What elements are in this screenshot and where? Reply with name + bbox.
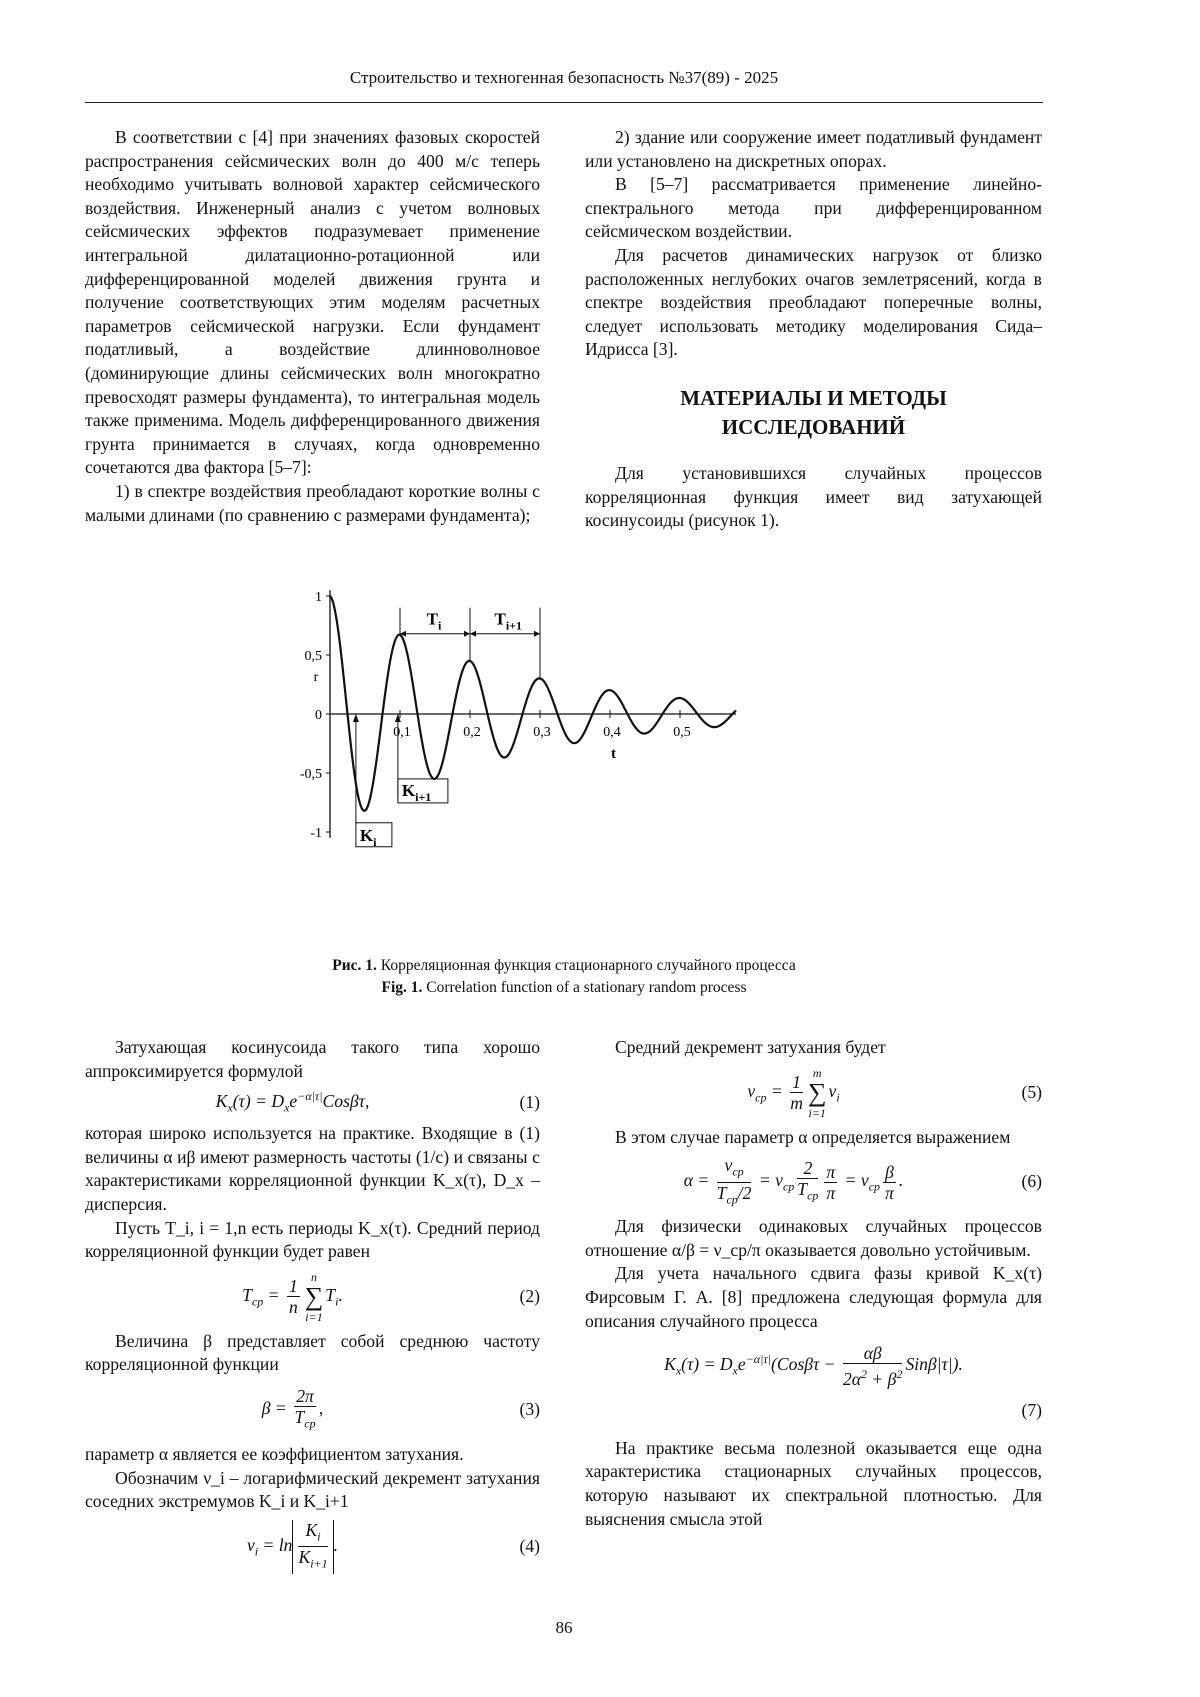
- header-rule: [85, 102, 1043, 103]
- equation-number: (7): [1021, 1400, 1042, 1421]
- left-top-column: [85, 126, 540, 527]
- right-bottom-column: [585, 1036, 1042, 1531]
- correlation-curve: [330, 596, 736, 811]
- y-tick-label: -0,5: [299, 767, 322, 782]
- period-i-label: $T_i$: [426, 609, 442, 633]
- page-number: 86: [555, 1618, 573, 1637]
- period-next-arrow-head: [470, 631, 476, 637]
- paragraph: В соответствии с [4] при значениях фазовых скоростей распространения сейсмических волн до 400 м/с теперь необходимо учитывать волновой характер сейсмического воздействия. Инженерный анализ с учетом волновых сейсмических эффектов подразумевает применение интегральной дилатационно-ротационной или дифференцированной моделей движения грунта и получение соответствующих этим моделям расчетных параметров сейсмической нагрузки. Если фундамент податливый, а воздействие длинноволновое (доминирующие длины сейсмических волн многократно превосходят размеры фундамента), то интегральная модель также применима. Модель дифференцированного движения грунта принимается в случаях, когда одновременно сочетаются два фактора [5–7]:: [85, 127, 540, 478]
- paragraph: Величина β представляет собой среднюю частоту корреляционной функции: [85, 1330, 540, 1375]
- x-tick-label: 0,5: [673, 725, 691, 740]
- section-title: [585, 384, 1042, 442]
- paragraph: В этом случае параметр α определяется выражением: [615, 1126, 1011, 1147]
- equation-formula: $K_x(\tau) = D_xe^{-\alpha|\tau|}Cos\beta\tau$,: [215, 1089, 370, 1115]
- period-next-label: $T_{i+1}$: [494, 609, 523, 633]
- equation-number: (2): [519, 1285, 540, 1306]
- paragraph: Для расчетов динамических нагрузок от близко расположенных неглубоких очагов землетрясений, когда в спектре воздействия преобладают поперечные волны, следует использовать методику моделирования Сида–Идрисса [3].: [585, 244, 1042, 360]
- k-next-label: $K_{i+1}$: [401, 780, 432, 804]
- paragraph: На практике весьма полезной оказывается еще одна характеристика стационарных случайных процессов, которую называют их спектральной плотностью. Для выяснения смысла этой: [585, 1437, 1042, 1529]
- equation-formula: β = $\frac{2\pi}{T_{ср}}$ ,: [261, 1386, 324, 1431]
- equation-number: (1): [519, 1091, 540, 1112]
- equation-1: [85, 1085, 540, 1120]
- equation-number: (6): [1021, 1171, 1042, 1192]
- right-top-column: [585, 126, 1042, 533]
- y-tick-label: 1: [315, 590, 322, 605]
- correlation-figure: [299, 590, 825, 930]
- k-i-head: [353, 714, 359, 722]
- y-tick-label: 0: [315, 708, 322, 723]
- equation-7: [585, 1335, 1042, 1397]
- caption-ru-label: Рис. 1.: [332, 957, 377, 974]
- section-title-line: ИССЛЕДОВАНИЙ: [721, 414, 906, 439]
- paragraph: В [5–7] рассматривается применение линейно-спектрального метода при дифференцированном сейсмическом воздействии.: [585, 174, 1042, 242]
- paragraph: которая широко используется на практике. Входящие в (1) величины α иβ имеют размерность частоты (1/с) и связаны с характеристиками корреляционной функции K_x(τ), D_x – дисперсия.: [85, 1123, 540, 1214]
- x-tick-label: 0,2: [463, 725, 481, 740]
- paragraph: Для учета начального сдвига фазы кривой K_x(τ) Фирсовым Г. А. [8] предложена следующая формула для описания случайного процесса: [585, 1263, 1042, 1331]
- equation-number: (4): [519, 1535, 540, 1556]
- y-tick-label: -1: [310, 826, 322, 841]
- equation-formula: $K_x(\tau) = D_xe^{-\alpha|\tau|}(Cos\beta\tau$ − $\frac{\alpha\beta}{2\alpha^2 + \beta^2}$ Sinβ|τ|).: [664, 1343, 963, 1390]
- paragraph: Обозначим ν_i – логарифмический декремент затухания соседних экстремумов K_i и K_i+1: [85, 1467, 540, 1512]
- paragraph: Затухающая косинусоида такого типа хорошо аппроксимируется формулой: [85, 1037, 540, 1081]
- paragraph: Средний декремент затухания будет: [615, 1037, 886, 1057]
- equation-formula: $\nu_{ср}$ = $\frac{1}{m}$ m ∑ i=1 $\nu_i$: [747, 1065, 840, 1120]
- equation-number: (3): [519, 1399, 540, 1420]
- paragraph: Пусть T_i, i = 1,n есть периоды K_x(τ). Средний период корреляционной функции будет равен: [85, 1217, 540, 1262]
- paragraph: 1) в спектре воздействия преобладают короткие волны с малыми длинами (по сравнению с размерами фундамента);: [85, 480, 540, 525]
- paragraph: Для установившихся случайных процессов корреляционная функция имеет вид затухающей косинусоиды (рисунок 1).: [585, 462, 1042, 531]
- equation-6: [585, 1151, 1042, 1213]
- equation-2: [85, 1266, 540, 1328]
- caption-en: [85, 977, 1043, 999]
- figure-caption: [85, 955, 1043, 999]
- equation-number: (5): [1021, 1081, 1042, 1102]
- journal-header: Строительство и техногенная безопасность №37(89) - 2025: [349, 68, 779, 87]
- paragraph: 2) здание или сооружение имеет податливый фундамент или установлено на дискретных опорах.: [585, 127, 1042, 171]
- section-title-line: МАТЕРИАЛЫ И МЕТОДЫ: [680, 385, 947, 410]
- caption-en-label: Fig. 1.: [381, 979, 423, 996]
- k-i-label: $K_i$: [359, 825, 377, 849]
- y-axis-label: r: [313, 669, 319, 685]
- equation-formula: $\nu_i = \ln$ $\frac{K_i}{K_{i+1}}$ .: [85, 1520, 500, 1574]
- x-tick-label: 0,3: [533, 725, 551, 740]
- caption-ru-text: Корреляционная функция стационарного случайного процесса: [380, 957, 796, 974]
- left-bottom-column: [85, 1036, 540, 1580]
- equation-5: [585, 1062, 1042, 1124]
- equation-formula: $T_{ср}$ = $\frac{1}{n}$ n ∑ i=1 $T_i$.: [242, 1269, 343, 1324]
- paragraph: параметр α является ее коэффициентом затухания.: [85, 1443, 464, 1464]
- caption-ru: [85, 955, 1043, 977]
- x-tick-label: 0,4: [603, 725, 621, 740]
- x-tick-label: 0,1: [393, 725, 411, 740]
- paragraph: Для физически одинаковых случайных процессов отношение α/β = ν_ср/π оказывается довольно устойчивым.: [585, 1216, 1042, 1260]
- period-i-arrow-head: [464, 631, 470, 637]
- x-axis-label: t: [611, 746, 616, 762]
- equation-formula: α = $\frac{\nu_{ср}}{T_{ср}/2}$ = $\nu_{ср}$ $\frac{2}{T_{ср}}$ $\frac{\pi}{\pi}$ = $\nu_{ср}$ $\frac{\beta}{\pi}$ .: [683, 1155, 904, 1207]
- equation-4: [85, 1516, 540, 1578]
- caption-en-text: Correlation function of a stationary random process: [426, 979, 747, 996]
- equation-3: [85, 1379, 540, 1441]
- y-tick-label: 0,5: [304, 649, 322, 664]
- period-next-arrow-head: [534, 631, 540, 637]
- figure-curve: [330, 596, 736, 811]
